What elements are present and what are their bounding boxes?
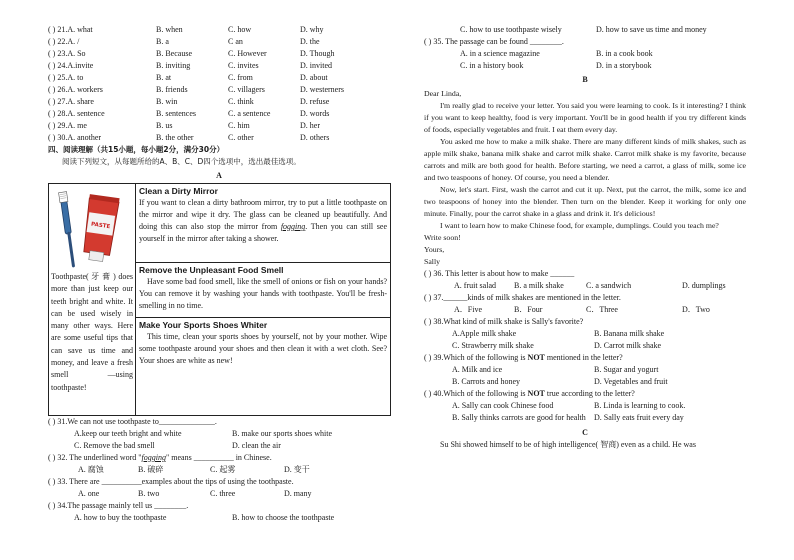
option-right: B. how to choose the toothpaste xyxy=(232,513,335,522)
cloze-option-c: C an xyxy=(228,37,243,46)
option-row xyxy=(424,412,746,424)
cloze-option-c: C. from xyxy=(228,73,253,82)
question-stem xyxy=(424,352,746,364)
cloze-option-b: B. at xyxy=(156,73,172,82)
letter-p2: You asked me how to make a milk shake. There are many different kinds of milk shakes, such as apple milk shake, banana milk shake and carrot milk shake. Carrot milk shake is my favorite, because carrots and milk are both good for health. Before starting, we need a carrot, a glass of milk, some ice and two teaspoons of honey. Of course, you need a blender. xyxy=(424,137,746,182)
passage-b-label: B xyxy=(582,75,588,84)
tip-smell-text: Have some bad food smell, like the smell of onions or fish on your hands? You can remove it by washing your hands with toothpaste. You'll be fresh-smelling in no time. xyxy=(139,277,387,310)
cloze-option-d: D. about xyxy=(300,73,328,82)
option-row xyxy=(48,464,390,476)
option-d: D. many xyxy=(284,489,312,498)
option-left: A. Milk and ice xyxy=(452,365,503,374)
question-stem xyxy=(424,292,746,304)
instruction-text: 阅读下列短文，从每题所给的A、B、C、D四个选项中，选出最佳选项。 xyxy=(62,157,301,166)
tip-smell xyxy=(136,263,390,318)
fogging-underlined-word: fogging xyxy=(141,453,166,462)
option-right: D. Sally eats fruit every day xyxy=(594,413,684,422)
question-text: ( ) 31.We can not use toothpaste to______________. xyxy=(48,417,217,426)
letter-close1: Write soon! xyxy=(424,233,461,242)
option-right: D. how to save us time and money xyxy=(596,25,707,34)
cloze-option-d: D. invited xyxy=(300,61,332,70)
tips-cell xyxy=(135,183,391,416)
question-text xyxy=(424,352,623,364)
tip-mirror-title: Clean a Dirty Mirror xyxy=(139,186,218,196)
cloze-option-b: B. friends xyxy=(156,85,188,94)
option-left: B. Sally thinks carrots are good for health xyxy=(452,413,586,422)
question-post: " means __________ in Chinese. xyxy=(166,453,272,462)
cloze-option-b: B. win xyxy=(156,97,178,106)
option-c: C. a sandwich xyxy=(586,281,632,290)
instruction-row xyxy=(48,156,390,168)
toothpaste-table xyxy=(48,183,390,416)
option-a: A. one xyxy=(78,489,100,498)
cloze-option-a: ( ) 25.A. to xyxy=(48,73,84,82)
option-right: B. Banana milk shake xyxy=(594,329,665,338)
option-right: D. in a storybook xyxy=(596,61,652,70)
tip-mirror-text xyxy=(139,197,387,245)
left-column xyxy=(48,24,390,524)
letter-p4: I want to learn how to make Chinese food, for example, dumplings. Could you teach me? xyxy=(440,221,719,230)
cloze-option-a: ( ) 30.A. another xyxy=(48,133,102,142)
section-heading xyxy=(48,144,390,156)
questions-31-34 xyxy=(48,416,390,524)
letter xyxy=(424,88,746,268)
question-post: true according to the letter? xyxy=(544,389,635,398)
option-a: A. fruit salad xyxy=(454,281,496,290)
option-row xyxy=(424,60,746,72)
option-left: C. Remove the bad smell xyxy=(74,441,155,450)
option-row xyxy=(48,440,390,452)
cloze-option-c: C. invites xyxy=(228,61,259,70)
letter-p1: I'm really glad to receive your letter. You said you were learning to cook. Is it interesting? I think if you want to keep healthy, food is very important. You'll be in good health if you try different kinds of foods, especially vegetables and fruit. I eat them every day. xyxy=(424,101,746,134)
option-left: C. in a history book xyxy=(460,61,524,70)
cloze-option-a: ( ) 24.A.invite xyxy=(48,61,94,70)
cloze-option-b: B. sentences xyxy=(156,109,196,118)
option-row xyxy=(424,304,746,316)
question-text: ( ) 38.What kind of milk shake is Sally's favorite? xyxy=(424,317,584,326)
cloze-option-b: B. inviting xyxy=(156,61,191,70)
not-emphasis: NOT xyxy=(527,389,545,398)
cloze-option-b: B. Because xyxy=(156,49,192,58)
option-left: B. Carrots and honey xyxy=(452,377,520,386)
tip-shoes xyxy=(136,318,390,382)
option-b: B. two xyxy=(138,489,160,498)
option-c: C. three xyxy=(210,489,236,498)
questions-36-40 xyxy=(424,268,746,424)
cloze-option-b: B. the other xyxy=(156,133,194,142)
question-stem xyxy=(48,476,390,488)
cloze-option-a: ( ) 26.A. workers xyxy=(48,85,103,94)
question-stem xyxy=(48,500,390,512)
question-text: ( ) 33. There are __________examples about the tips of using the toothpaste. xyxy=(48,477,294,486)
option-left: A. how to buy the toothpaste xyxy=(74,513,167,522)
option-row xyxy=(424,376,746,388)
cloze-row xyxy=(48,48,390,60)
cloze-row xyxy=(48,108,390,120)
cloze-option-c: C. villagers xyxy=(228,85,265,94)
cloze-option-c: C. other xyxy=(228,133,254,142)
cloze-option-b: B. us xyxy=(156,121,173,130)
question-pre: ( ) 40.Which of the following is xyxy=(424,389,528,398)
option-right: D. Carrot milk shake xyxy=(594,341,662,350)
option-d: D. dumplings xyxy=(682,281,726,290)
cloze-option-c: C. a sentence xyxy=(228,109,271,118)
cloze-options xyxy=(48,24,390,144)
toothpaste-icon xyxy=(51,186,133,270)
question-text: ( ) 35. The passage can be found ________. xyxy=(424,37,564,46)
option-row xyxy=(424,340,746,352)
cloze-row xyxy=(48,36,390,48)
question-stem xyxy=(48,452,390,464)
option-a: A．Five xyxy=(454,305,482,314)
option-row xyxy=(48,512,390,524)
cloze-option-d: D. the xyxy=(300,37,320,46)
cloze-row xyxy=(48,24,390,36)
option-c: C. 起雾 xyxy=(210,465,236,474)
right-column xyxy=(424,24,746,451)
tip-mirror-text-b: . Then you can still see yourself in the mirror after taking a shower. xyxy=(139,222,387,243)
cloze-option-c: C. him xyxy=(228,121,250,130)
option-row xyxy=(424,24,746,36)
fogging-word: fogging xyxy=(280,222,306,231)
letter-close2: Yours, xyxy=(424,245,445,254)
option-row xyxy=(424,48,746,60)
option-b: B. 破碎 xyxy=(138,465,164,474)
option-d: D．Two xyxy=(682,305,710,314)
tip-smell-title: Remove the Unpleasant Food Smell xyxy=(139,265,284,275)
cloze-option-d: D. Though xyxy=(300,49,335,58)
option-left: A.Apple milk shake xyxy=(452,329,517,338)
cloze-option-a: ( ) 27.A. share xyxy=(48,97,94,106)
question-stem xyxy=(424,388,746,400)
cloze-option-b: B. a xyxy=(156,37,169,46)
tip-shoes-title: Make Your Sports Shoes Whiter xyxy=(139,320,268,330)
option-left: C. how to use toothpaste wisely xyxy=(460,25,562,34)
cloze-row xyxy=(48,72,390,84)
option-b: B. a milk shake xyxy=(514,281,564,290)
cloze-option-a: ( ) 23.A. So xyxy=(48,49,86,58)
option-c: C．Three xyxy=(586,305,618,314)
section-title: 四、阅读理解（共15小题，每小题2分，满分30分） xyxy=(48,145,225,154)
cloze-row xyxy=(48,132,390,144)
cloze-row xyxy=(48,84,390,96)
letter-p3: Now, let's start. First, wash the carrot and cut it up. Next, put the carrot, the milk, some ice and two teaspoons of honey into the blender. Then turn on the blender. Keep it working for only one minute. Finally, pour the carrot shake in a glass and drink it. It's delicious! xyxy=(424,185,746,218)
question-stem xyxy=(424,36,746,48)
questions-34-35 xyxy=(424,24,746,72)
svg-text:PASTE: PASTE xyxy=(90,221,111,231)
letter-signature: Sally xyxy=(424,257,441,266)
option-row xyxy=(424,328,746,340)
question-stem xyxy=(424,268,746,280)
cloze-option-d: D. why xyxy=(300,25,324,34)
cloze-option-d: D. westerners xyxy=(300,85,344,94)
option-right: D. clean the air xyxy=(232,441,281,450)
option-left: C. Strawberry milk shake xyxy=(452,341,534,350)
question-text xyxy=(48,452,272,464)
question-text: ( ) 36. This letter is about how to make ______ xyxy=(424,269,575,278)
passage-a-label: A xyxy=(216,171,222,180)
passage-c-text: Su Shi showed himself to be of high intelligence( 智商) even as a child. He was xyxy=(440,440,696,449)
option-right: B. Sugar and yogurt xyxy=(594,365,659,374)
option-right: D. Vegetables and fruit xyxy=(594,377,668,386)
cloze-option-a: ( ) 29.A. me xyxy=(48,121,87,130)
cloze-option-a: ( ) 22.A. / xyxy=(48,37,80,46)
cloze-row xyxy=(48,60,390,72)
tip-mirror xyxy=(136,184,390,263)
cloze-option-b: B. when xyxy=(156,25,183,34)
option-left: A.keep our teeth bright and white xyxy=(74,429,182,438)
cloze-option-c: C. think xyxy=(228,97,254,106)
option-row xyxy=(424,400,746,412)
option-d: D. 变干 xyxy=(284,465,310,474)
cloze-option-d: D. her xyxy=(300,121,320,130)
option-left: A. Sally can cook Chinese food xyxy=(452,401,554,410)
question-pre: ( ) 39.Which of the following is xyxy=(424,353,528,362)
option-right: B. make our sports shoes white xyxy=(232,429,332,438)
passage-c-label: C xyxy=(582,428,588,437)
question-text: ( ) 37.______kinds of milk shakes are mentioned in the letter. xyxy=(424,293,621,302)
cloze-row xyxy=(48,96,390,108)
option-right: B. Linda is learning to cook. xyxy=(594,401,686,410)
cloze-option-a: ( ) 28.A. sentence xyxy=(48,109,105,118)
toothpaste-cell xyxy=(48,183,135,416)
option-row xyxy=(48,488,390,500)
question-post: mentioned in the letter? xyxy=(544,353,623,362)
question-text xyxy=(424,388,635,400)
option-a: A. 腐蚀 xyxy=(78,465,104,474)
not-emphasis: NOT xyxy=(527,353,545,362)
option-row xyxy=(424,364,746,376)
letter-greeting: Dear Linda, xyxy=(424,89,462,98)
question-text: ( ) 34.The passage mainly tell us ________. xyxy=(48,501,189,510)
question-pre: ( ) 32. The underlined word " xyxy=(48,453,142,462)
option-row xyxy=(48,428,390,440)
question-stem xyxy=(424,316,746,328)
toothpaste-intro: Toothpaste( 牙 膏 ) does more than just keep our teeth bright and white. It can be used wisely in many other ways. Here are some useful tips that can save us time and money, and leave a fresh smell —using toothpaste! xyxy=(51,272,133,392)
cloze-row xyxy=(48,120,390,132)
cloze-option-c: C. how xyxy=(228,25,252,34)
tip-mirror-text-a: If you want to clean a dirty bathroom mirror, try to put a little toothpaste on the mirror and wipe it dry. The glass can be cleaned up beautifully. And doing this can also stop the mirror from xyxy=(139,198,387,231)
tip-shoes-text: This time, clean your sports shoes by yourself, not by your mother. Wipe some toothpaste around your shoes and then clean it with a wet cloth. See? Your shoes are white as new! xyxy=(139,332,387,365)
option-right: B. in a cook book xyxy=(596,49,653,58)
cloze-option-a: ( ) 21.A. what xyxy=(48,25,93,34)
option-row xyxy=(424,280,746,292)
option-b: B．Four xyxy=(514,305,543,314)
option-left: A. in a science magazine xyxy=(460,49,540,58)
cloze-option-c: C. However xyxy=(228,49,267,58)
cloze-option-d: D. refuse xyxy=(300,97,330,106)
cloze-option-d: D. words xyxy=(300,109,330,118)
cloze-option-d: D. others xyxy=(300,133,330,142)
question-stem xyxy=(48,416,390,428)
